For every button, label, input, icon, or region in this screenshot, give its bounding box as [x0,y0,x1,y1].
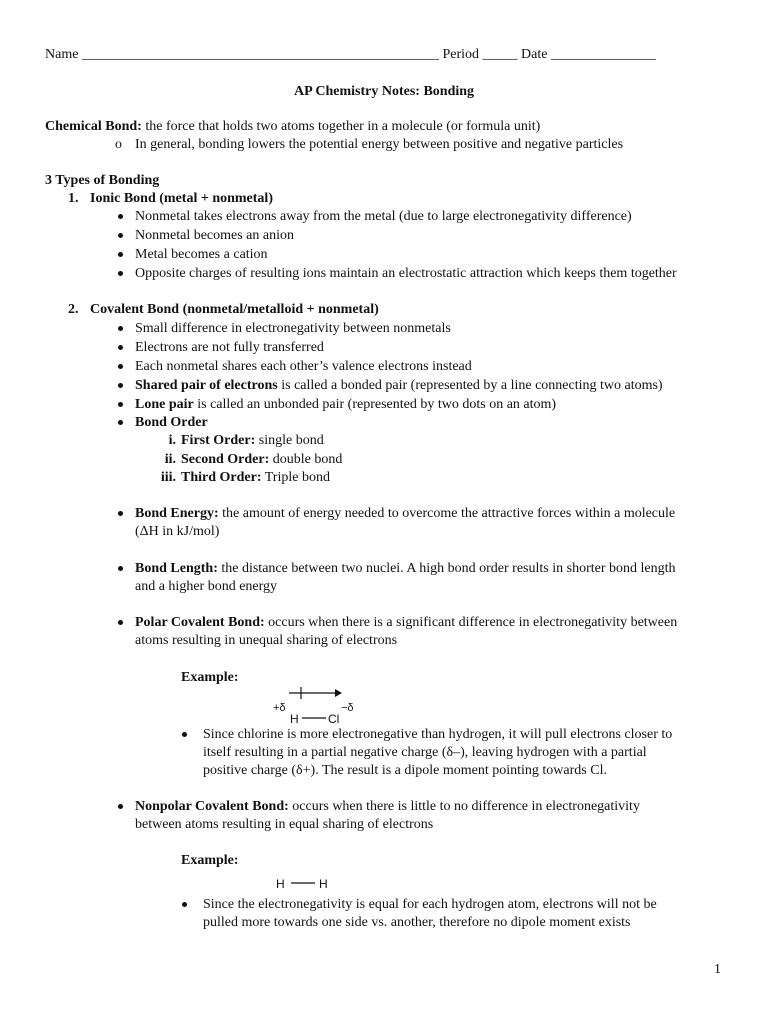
order-text: Triple bond [261,470,330,485]
order-item [181,469,330,487]
bullet-icon [118,326,123,331]
period-label: Period [442,47,479,62]
order-term: First Order: [181,433,256,448]
bullet-icon [182,902,187,907]
nonpolar-note-line: pulled more towards one side vs. another, therefore no dipole moment exists [203,915,631,930]
bullet-icon [118,364,123,369]
bond-energy-item [135,505,675,523]
bullet-icon [118,252,123,257]
single-bond-line [300,710,328,724]
lone-pair-term: Lone pair [135,397,194,412]
bullet-icon [118,566,123,571]
covalent-heading: Covalent Bond (nonmetal/metalloid + nonmetal) [90,302,379,317]
list-item: Small difference in electronegativity between nonmetals [135,321,451,336]
shared-pair-item [135,377,663,395]
atom-hydrogen: H [276,877,285,891]
ionic-heading: Ionic Bond (metal + nonmetal) [90,191,273,206]
bullet-icon [118,402,123,407]
lone-pair-text: is called an unbonded pair (represented by two dots on an atom) [193,397,557,412]
polar-note-line: positive charge (δ+). The result is a dipole moment pointing towards Cl. [203,763,607,778]
nonpolar-covalent-text: occurs when there is little to no difference in electronegativity [288,799,640,814]
bond-order-heading: Bond Order [135,415,208,430]
chemical-bond-definition [45,118,540,136]
polar-example-label: Example: [181,670,239,685]
chemical-bond-sub-marker: o [115,137,122,152]
partial-negative-label: −δ [341,702,354,714]
bond-length-term: Bond Length: [135,561,218,576]
single-bond-line [288,875,318,889]
bond-length-text: the distance between two nuclei. A high bond order results in shorter bond length [217,561,676,576]
types-heading: 3 Types of Bonding [45,173,160,188]
shared-pair-term: Shared pair of electrons [135,378,278,393]
polar-covalent-term: Polar Covalent Bond: [135,615,265,630]
list-item: Nonmetal becomes an anion [135,228,295,243]
order-numeral: iii. [160,470,176,485]
nonpolar-note-line: Since the electronegativity is equal for each hydrogen atom, electrons will not be [203,897,657,912]
nonpolar-covalent-item [135,798,640,816]
polar-covalent-text: occurs when there is a significant difference in electronegativity between [264,615,678,630]
list-item: Metal becomes a cation [135,247,268,262]
name-line [45,46,656,64]
list-item: Opposite charges of resulting ions maintain an electrostatic attraction which keeps them together [135,266,677,281]
polar-covalent-item [135,614,677,632]
order-text: single bond [255,433,324,448]
bullet-icon [118,214,123,219]
chemical-bond-sub: In general, bonding lowers the potential energy between positive and negative particles [135,137,624,152]
bullet-icon [182,732,187,737]
bond-length-item [135,560,675,578]
list-item: Electrons are not fully transferred [135,340,324,355]
nonpolar-covalent-text-line2: between atoms resulting in equal sharing of electrons [135,817,434,832]
nonpolar-covalent-term: Nonpolar Covalent Bond: [135,799,289,814]
atom-hydrogen: H [290,712,299,726]
bond-energy-text: the amount of energy needed to overcome the attractive forces within a molecule [218,506,676,521]
nonpolar-example-label: Example: [181,853,239,868]
name-label: Name [45,47,79,62]
ionic-number: 1. [68,191,79,206]
list-item: Nonmetal takes electrons away from the metal (due to large electronegativity difference) [135,209,632,224]
order-item [181,432,324,450]
bullet-icon [118,233,123,238]
chemical-bond-term: Chemical Bond: [45,119,142,134]
polar-note-line: itself resulting in a partial negative charge (δ–), leaving hydrogen with a partial [203,745,647,760]
bullet-icon [118,804,123,809]
order-numeral: ii. [164,452,176,467]
lone-pair-item [135,396,556,414]
bond-length-text-line2: and a higher bond energy [135,579,278,594]
atom-chlorine: Cl [328,712,340,726]
order-term: Second Order: [181,452,270,467]
bullet-icon [118,345,123,350]
bond-energy-term: Bond Energy: [135,506,219,521]
shared-pair-text: is called a bonded pair (represented by a line connecting two atoms) [277,378,663,393]
date-blank: _______________ [550,47,656,62]
covalent-number: 2. [68,302,79,317]
date-label: Date [521,47,548,62]
bullet-icon [118,420,123,425]
order-text: double bond [269,452,343,467]
order-numeral: i. [168,433,176,448]
partial-positive-label: +δ [273,702,286,714]
polar-note-line: Since chlorine is more electronegative than hydrogen, it will pull electrons closer to [203,727,673,742]
bullet-icon [118,620,123,625]
bullet-icon [118,511,123,516]
order-item [181,451,342,469]
atom-hydrogen: H [319,877,328,891]
name-blank: ___________________________________________________ [81,47,439,62]
bullet-icon [118,271,123,276]
order-term: Third Order: [181,470,262,485]
bond-energy-text-line2: (ΔH in kJ/mol) [135,524,220,539]
page-title: AP Chemistry Notes: Bonding [293,84,475,99]
dipole-arrow-icon [285,686,345,700]
period-blank: _____ [482,47,518,62]
chemical-bond-text: the force that holds two atoms together in a molecule (or formula unit) [141,119,541,134]
polar-covalent-text-line2: atoms resulting in unequal sharing of electrons [135,633,398,648]
page-number: 1 [714,962,721,977]
list-item: Each nonmetal shares each other’s valence electrons instead [135,359,472,374]
bullet-icon [118,383,123,388]
